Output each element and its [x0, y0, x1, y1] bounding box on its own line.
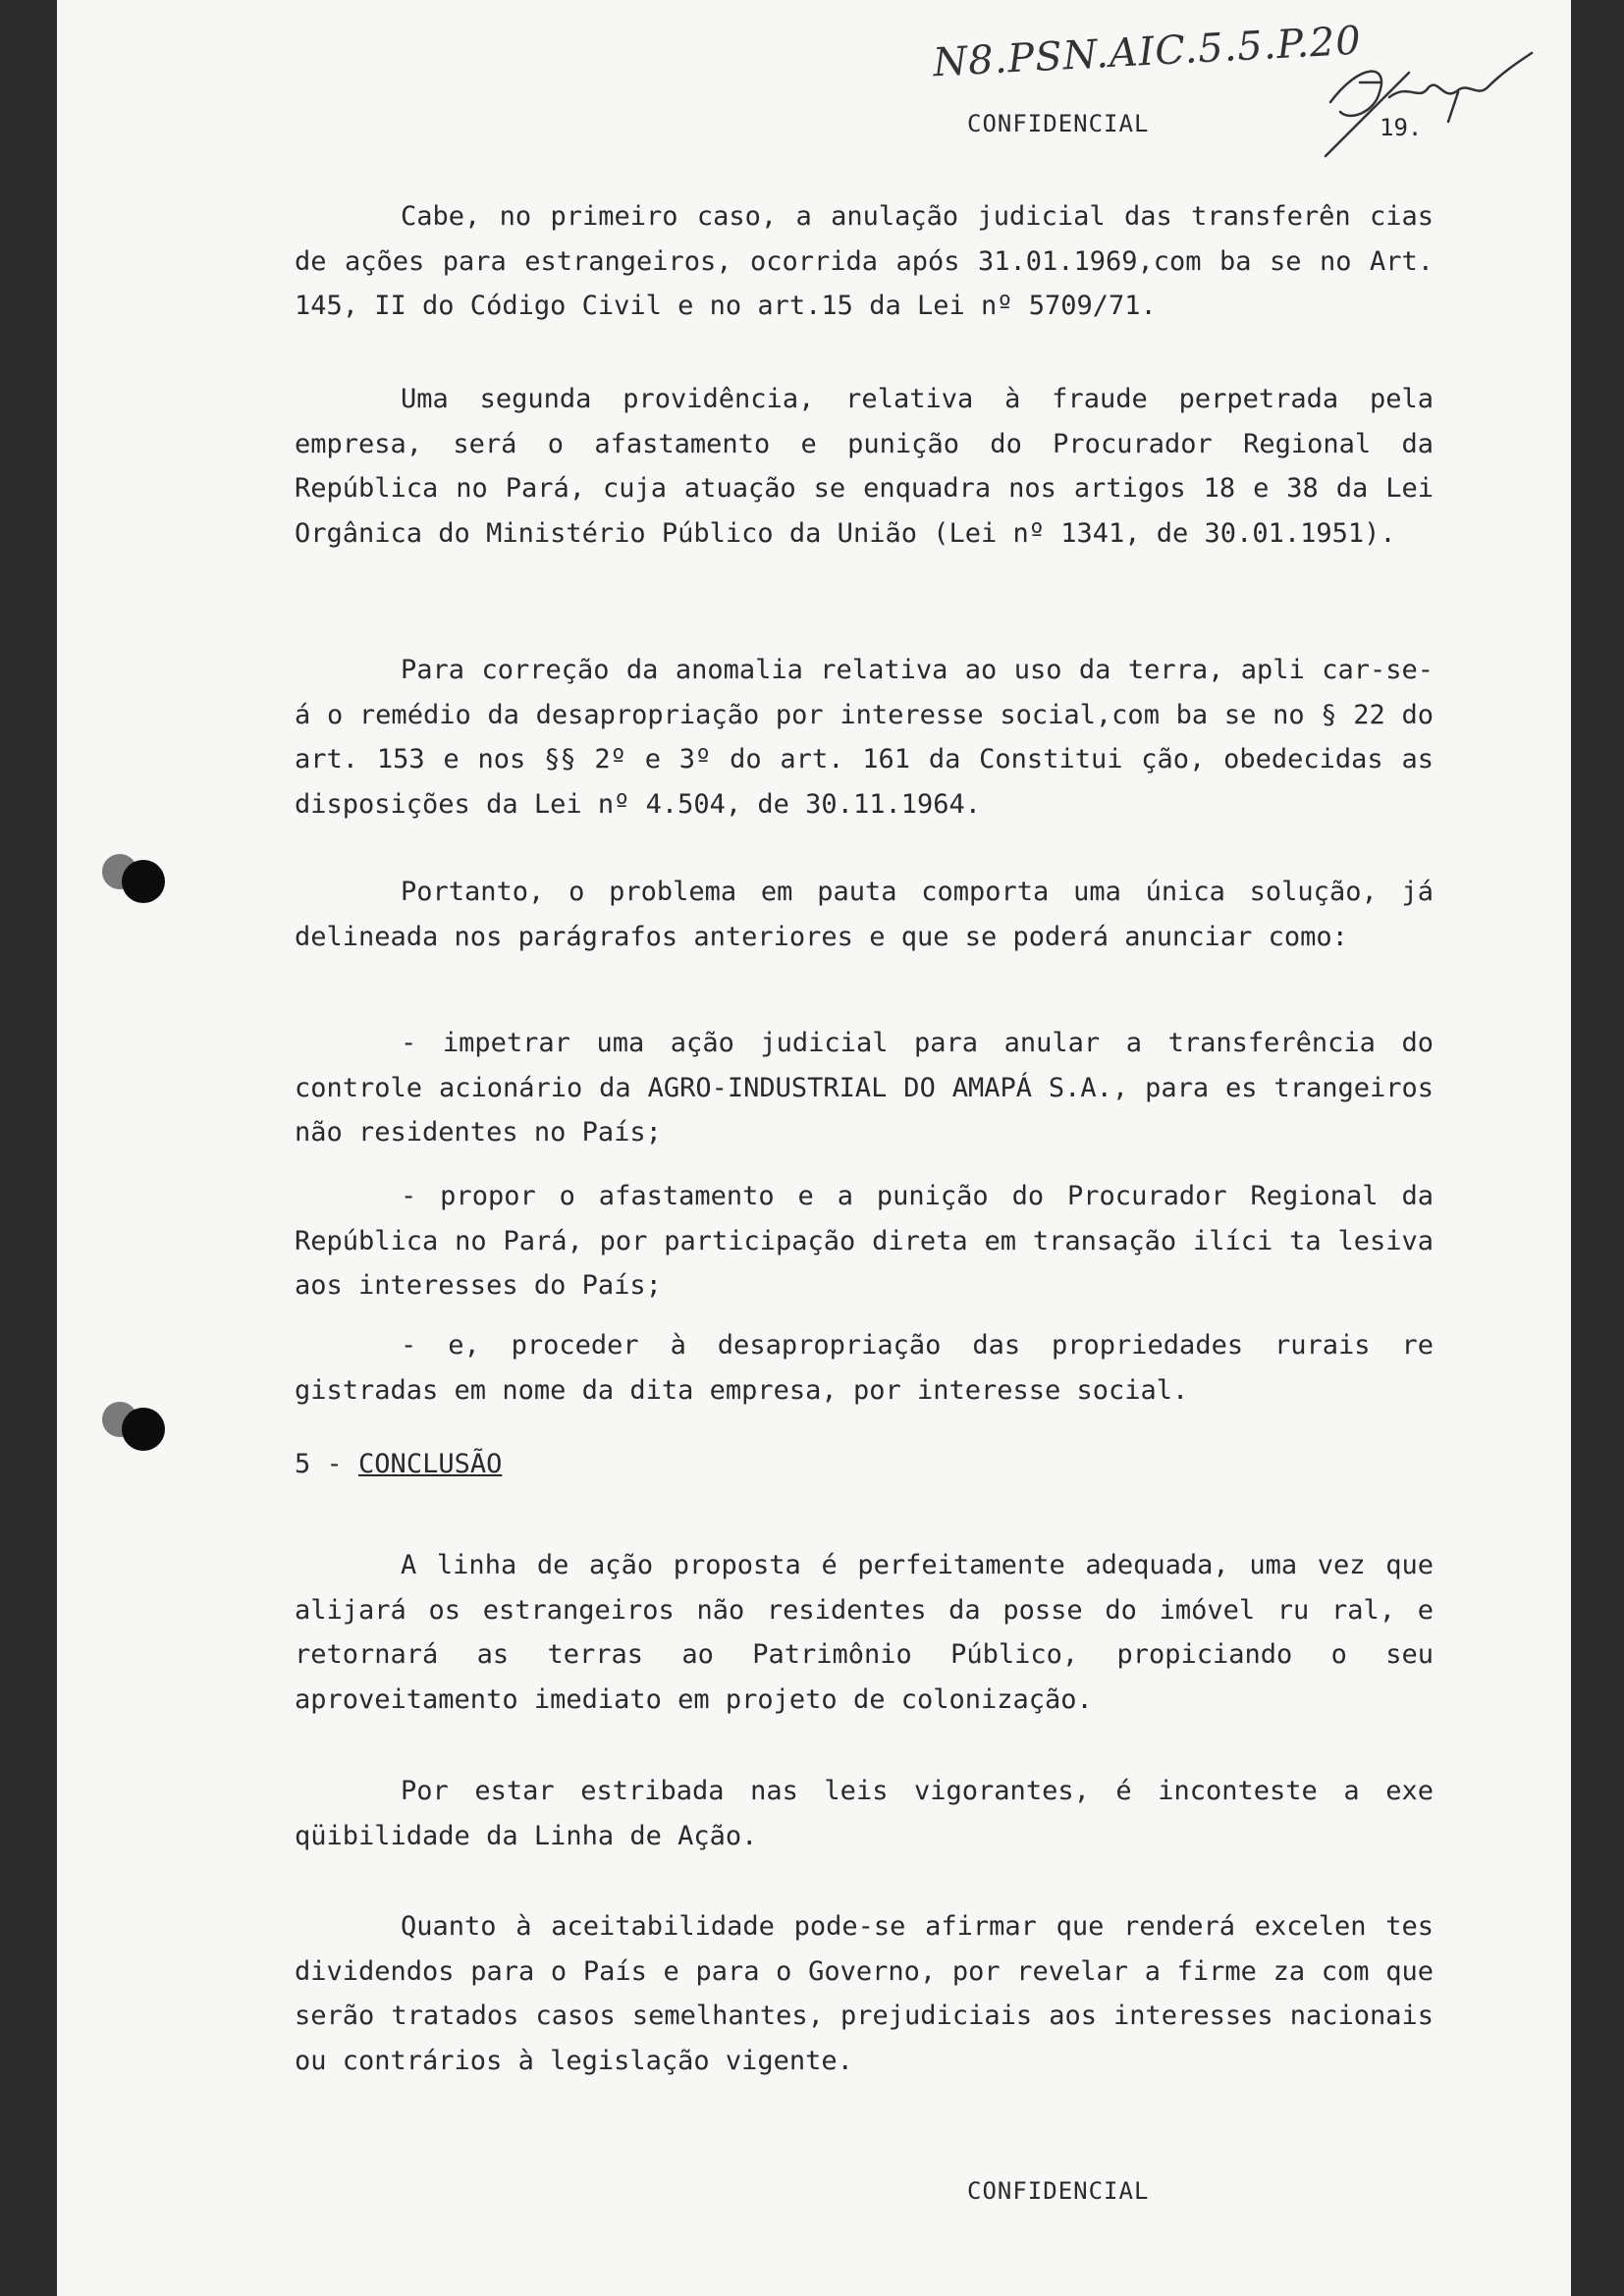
scan-left-border	[0, 0, 57, 2296]
section-title: CONCLUSÃO	[358, 1449, 503, 1479]
section-number: 5 -	[295, 1449, 343, 1479]
page-number: 19.	[1380, 114, 1423, 141]
paragraph-prosecutor: Uma segunda providência, relativa à fraude perpetrada pela empresa, será o afastamento e punição do Procurador Regional da República no Pará, cuja atuação se enquadra nos artigos 18 e 38 da Lei Orgânica do Ministério Público da União (Lei nº 1341, de 30.01.1951).	[295, 384, 1434, 549]
conclusion-paragraph-adequacy: A linha de ação proposta é perfeitamente adequada, uma vez que alijará os estrangeiros não residentes da posse do imóvel ru ral, e retornará as terras ao Patrimônio Público, propiciando o seu aproveitamento imediato em projeto de colonização.	[295, 1550, 1434, 1715]
handwritten-signature	[1321, 43, 1546, 161]
section-heading	[295, 1449, 502, 1479]
classification-footer: CONFIDENCIAL	[967, 2177, 1150, 2205]
conclusion-paragraph-feasibility: Por estar estribada nas leis vigorantes, é inconteste a exe qüibilidade da Linha de Ação.	[295, 1776, 1434, 1851]
list-item-expropriation: - e, proceder à desapropriação das propriedades rurais re gistradas em nome da dita empresa, por interesse social.	[295, 1330, 1434, 1406]
list-item-lawsuit: - impetrar uma ação judicial para anular a transferência do controle acionário da AGRO-INDUSTRIAL DO AMAPÁ S.A., para es trangeiros não residentes no País;	[295, 1028, 1434, 1148]
paragraph-annulment: Cabe, no primeiro caso, a anulação judicial das transferên cias de ações para estrangeiros, ocorrida após 31.01.1969,com ba se no Art. 145, II do Código Civil e no art.15 da Lei nº 5709/71.	[295, 201, 1434, 322]
list-item-removal: - propor o afastamento e a punição do Procurador Regional da República no Pará, por participação direta em transação ilíci ta lesiva aos interesses do País;	[295, 1181, 1434, 1302]
handwritten-reference: N8.PSN.AIC.5.5.P.20	[932, 18, 1363, 86]
conclusion-paragraph-acceptability: Quanto à aceitabilidade pode-se afirmar que renderá excelen tes dividendos para o País e para o Governo, por revelar a firme za com que serão tratados casos semelhantes, prejudiciais aos interesses nacionais ou contrários à legislação vigente.	[295, 1911, 1434, 2076]
paragraph-expropriation: Para correção da anomalia relativa ao uso da terra, apli car-se-á o remédio da desapropriação por interesse social,com ba se no § 22 do art. 153 e nos §§ 2º e 3º do art. 161 da Constitui ção, obedecidas as disposições da Lei nº 4.504, de 30.11.1964.	[295, 655, 1434, 820]
paragraph-solution: Portanto, o problema em pauta comporta uma única solução, já delineada nos parágrafos anteriores e que se poderá anunciar como:	[295, 877, 1434, 952]
scan-right-border	[1571, 0, 1624, 2296]
classification-header: CONFIDENCIAL	[967, 110, 1150, 137]
